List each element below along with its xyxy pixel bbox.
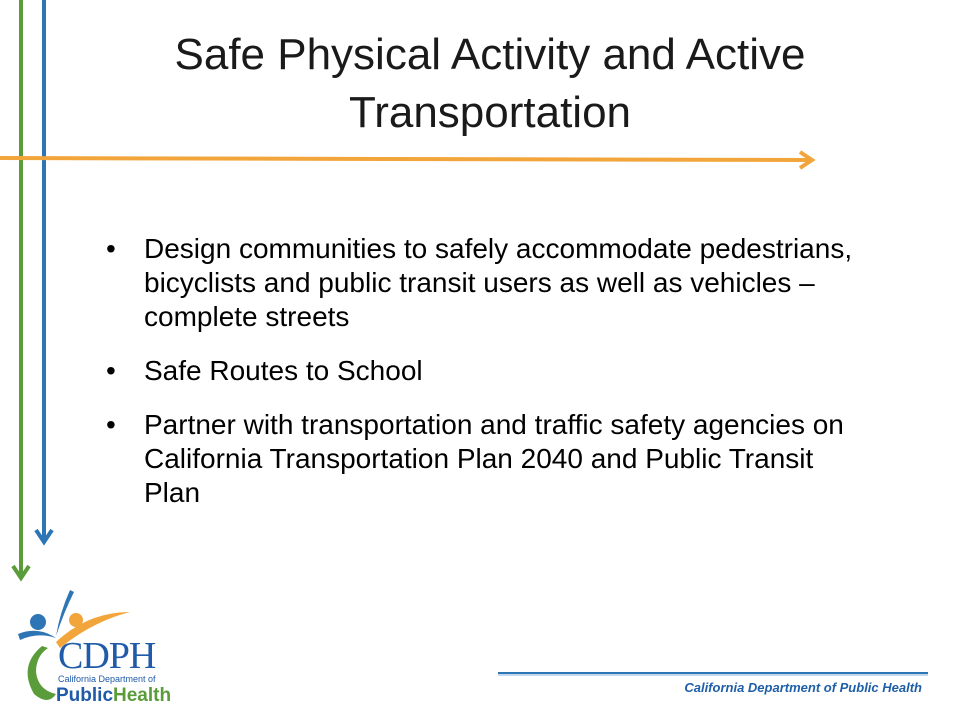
bullet-item <box>106 354 866 388</box>
footer-divider <box>498 672 928 674</box>
bullet-text: Design communities to safely accommodate pedestrians, bicyclists and public transit users as well as vehicles – complete streets <box>144 233 853 332</box>
bullet-dot: • <box>106 409 116 440</box>
footer-text: California Department of Public Health <box>684 680 922 695</box>
bullet-item <box>106 408 866 510</box>
logo-swoosh-green <box>28 646 56 700</box>
logo-public: Public <box>56 685 114 706</box>
bullet-dot: • <box>106 233 116 264</box>
logo-arm-blue <box>18 631 56 640</box>
logo-health: Health <box>113 685 172 706</box>
bullet-item <box>106 232 866 334</box>
bullet-dot: • <box>106 355 116 386</box>
bullet-list <box>106 232 866 530</box>
logo-subtitle: California Department of <box>58 674 156 684</box>
slide-title: Safe Physical Activity and Active Transportation <box>174 30 806 137</box>
bullet-text: Safe Routes to School <box>144 355 423 386</box>
bullet-text: Partner with transportation and traffic safety agencies on California Transportation Plan 2040 and Public Transit Plan <box>144 409 844 508</box>
logo-head-blue <box>30 614 46 630</box>
logo-swoosh-blue <box>56 590 74 636</box>
logo-public-health <box>56 685 171 707</box>
logo-wordmark: CDPH <box>58 635 156 677</box>
orange-arrow-line <box>0 158 810 160</box>
